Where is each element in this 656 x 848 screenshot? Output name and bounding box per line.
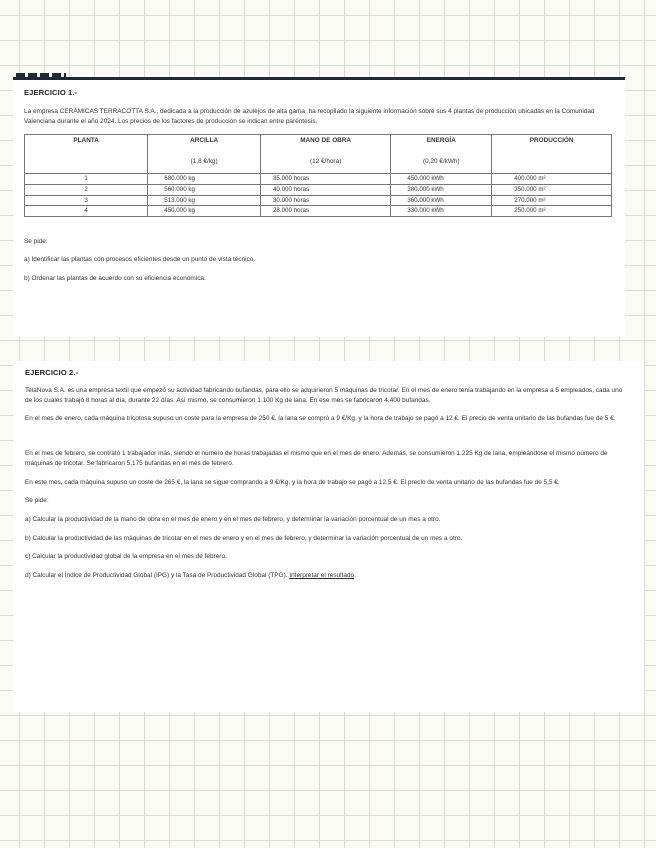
header-planta: PLANTA — [25, 135, 148, 174]
table-row — [25, 206, 612, 217]
header-energia: ENERGÍA (0,20 €/kWh) — [391, 135, 492, 174]
header-produccion: PRODUCCIÓN — [492, 135, 612, 174]
interpretar-resultado-link[interactable]: Interpretar el resultado — [289, 572, 355, 580]
cell-arcilla: 513.000 kg — [148, 195, 261, 206]
cell-energia: 380.000 kWh — [391, 185, 492, 196]
cell-mano: 40.000 horas — [260, 185, 390, 196]
question-d-period: . — [354, 572, 356, 580]
exercise-2-question-d — [25, 571, 631, 581]
exercise-2-paragraph: TelaNova S.A. es una empresa textil que empezó su actividad fabricando bufandas, para ello se adquirieron 5 máquinas de tricotar. En el mes de enero tenía trabajando en la empresa a 5 empleados, cada uno de los cuales trabajó 8 horas al día, durante 22 días. Así mismo, se consumieron 1.100 Kg de lana. En ese mes se fabricaron 4.400 bufandas. — [25, 387, 623, 404]
production-table — [24, 134, 612, 216]
cell-energia: 450.000 kWh — [391, 174, 492, 185]
cell-arcilla: 680.000 kg — [148, 174, 261, 185]
exercise-2-paragraph: En el mes de enero, cada máquina tricotosa supuso un coste para la empresa de 250 €, la lana se compró a 9 €/Kg, y la hora de trabajo se pagó a 12 €. El precio de venta unitario de las bufandas fue de 5 €. — [25, 415, 616, 423]
exercise-2-question-b: b) Calcular la productividad de las máquinas de tricotar en el mes de enero y en el mes de febrero, y determinar la variación porcentual de un mes a otro. — [25, 534, 463, 542]
cell-mano: 28.000 horas — [260, 206, 390, 217]
table-row — [25, 174, 612, 185]
exercise-1-question-a: a) Identificar las plantas con procesos eficientes desde un punto de vista técnico. — [24, 256, 256, 264]
header-energia-unit: (0,20 €/kWh) — [422, 158, 460, 166]
header-arcilla: ARCILLA (1,8 €/kg) — [148, 135, 261, 174]
cell-energia: 330.000 kWh — [391, 206, 492, 217]
exercise-1-question-b: b) Ordenar las plantas de acuerdo con su eficiencia económica. — [24, 275, 206, 283]
exercise-2-paragraph: En el mes de febrero, se contrató 1 trabajador más, siendo el número de horas trabajadas el mismo que en el mes de enero. Además, se consumieron 1.225 Kg de lana, empleándose el mismo número de máquinas de tricotar. Se fabricaron 5.175 bufandas en el mes de febrero. — [25, 450, 608, 467]
cell-mano: 30.000 horas — [260, 195, 390, 206]
exercise-2-paragraph: En este mes, cada máquina supuso un coste de 265 €, la lana se sigue comprando a 9 €/Kg, y la hora de trabajo se pagó a 12,5 €. El precio de venta unitario de las bufandas fue de 5,5 €. — [25, 478, 560, 486]
cell-planta: 2 — [25, 185, 148, 196]
cell-arcilla: 450.000 kg — [148, 206, 261, 217]
table-row — [25, 185, 612, 196]
cell-arcilla: 560.000 kg — [148, 185, 261, 196]
exercise-2-question-a: a) Calcular la productividad de la mano de obra en el mes de enero y en el mes de febrero, y determinar la variación porcentual de un mes a otro. — [25, 515, 441, 523]
header-mano-de-obra: MANO DE OBRA (12 €/hora) — [260, 135, 390, 174]
cell-produccion: 250.000 m² — [492, 206, 612, 217]
cell-energia: 360.000 kWh — [391, 195, 492, 206]
cell-mano: 35.000 horas — [260, 174, 390, 185]
question-d-text: d) Calcular el Índice de Productividad Global (IPG) y la Tasa de Productividad Global (TPG). — [25, 572, 290, 580]
exercise-1-intro: La empresa CERÁMICAS TERRACOTTA S.A., dedicada a la producción de azulejos de alta gama, ha recopilado la siguiente información sobre sus 4 plantas de producción ubicadas en la Comunidad Valenciana durante el año 2024. Los precios de los factores de producción se indican entre paréntesis. — [24, 108, 595, 125]
header-arcilla-unit: (1,8 €/kg) — [190, 158, 218, 166]
exercise-1-card — [13, 80, 625, 337]
table-row — [25, 195, 612, 206]
cell-planta: 1 — [25, 174, 148, 185]
exercise-1-title: EJERCICIO 1.- — [24, 88, 78, 97]
cell-produccion: 400.000 m² — [492, 174, 612, 185]
cell-planta: 4 — [25, 206, 148, 217]
exercise-2-question-c: c) Calcular la productividad global de la empresa en el mes de febrero. — [25, 553, 227, 561]
exercise-2-se-pide: Se pide: — [25, 497, 49, 505]
header-mano-unit: (12 €/hora) — [309, 158, 342, 166]
table-header-row — [25, 135, 612, 174]
exercise-2-card — [13, 361, 644, 712]
exercise-1-se-pide: Se pide: — [24, 237, 48, 245]
cell-produccion: 350.000 m² — [492, 185, 612, 196]
cell-planta: 3 — [25, 195, 148, 206]
exercise-2-title: EJERCICIO 2.- — [25, 368, 79, 377]
cell-produccion: 270.000 m² — [492, 195, 612, 206]
